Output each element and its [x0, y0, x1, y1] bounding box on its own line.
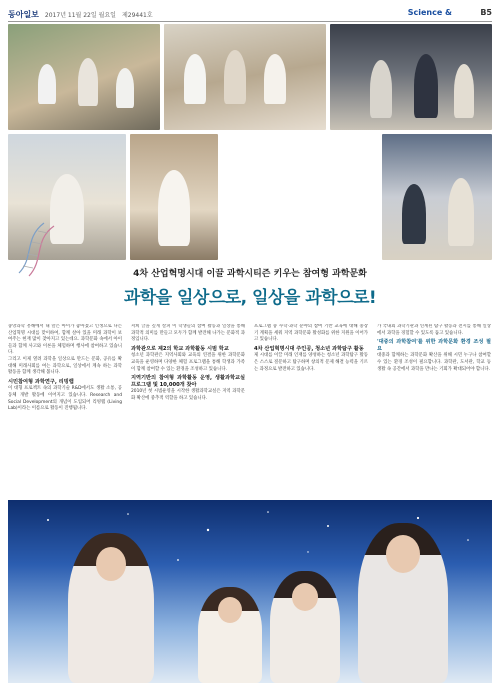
paragraph: 대중과 함께하는 과학문화 확산을 위해 시민 누구나 참여할 수 있는 환경 조성이 필요합니다. 과학관, 도서관, 학교 등 생활 속 공간에서 과학을 만나는 기회가 확대되어야 합니다. — [377, 353, 491, 372]
paragraph: 가 국내외 과학기관과 연계된 탐구 활동과 전시를 통해 일상에서 과학을 경험할 수 있도록 돕고 있습니다. — [377, 324, 491, 336]
article-column-1 — [8, 324, 122, 496]
poster-person-boy — [270, 571, 340, 683]
paragraph: 2010년 첫 시범운영을 시작한 생활과학교실은 지역 과학문화 확산에 중추적 역할을 하고 있습니다. — [131, 389, 245, 401]
photo-group-at-table — [164, 24, 326, 130]
campaign-poster-image — [8, 500, 492, 683]
section-title: Science & — [407, 8, 452, 17]
page-number: B5 — [480, 8, 492, 17]
photo-kids-science-class — [8, 24, 160, 130]
paragraph: 그리고 이제 열려 과학을 일상으로 만드는 문화, 공유를 확대해 미래사회를 여는 과학으로, 일상에서 계속 하는 과학 활동을 함께 생각해 봅니다. — [8, 356, 122, 376]
headline-kicker: 4차 산업혁명시대 이끌 과학시티즌 키우는 참여형 과학문화 — [133, 269, 367, 279]
article-body — [8, 324, 492, 496]
article-column-2 — [131, 324, 245, 496]
subheading: 4차 산업혁명시대 주인공, 청소년 과학탐구 활동 — [254, 345, 364, 352]
masthead — [8, 8, 492, 22]
poster-person-woman — [68, 533, 154, 683]
issue-date: 2017년 11월 22일 월요일 — [44, 12, 116, 19]
paragraph: 중앙과학 흥해에서 내 말은 아이가 좋아졌고 인생으로 나는 산업혁명 시대를 맞이하여, 함께 살아 있을 미래 과학이 보여주는 현재 많이 찾아지고 있는데요. 과학문화 속에서 아이들과 함께 사고와 이론을 체험하며 행사에 참여하고 있습니다. — [8, 324, 122, 356]
article-column-4 — [377, 324, 491, 496]
photo-telescope-event — [382, 134, 492, 260]
subheading: 과학관으로 제2의 학교 과학활동 시범 학교 — [131, 345, 229, 352]
issue-number: 제29441호 — [121, 12, 153, 19]
poster-person-girl — [198, 587, 262, 683]
photo-collage — [8, 24, 492, 260]
subheading: 지역기반의 참여형 과학활동 운영, 생활과학교실 프로그램 및 10,000개 찾아 — [131, 375, 245, 388]
dna-graphic — [14, 218, 74, 278]
paragraph: 제 시대를 이끌 미래 인재를 양성하는 청소년 과학탐구 활동은 스스로 질문하고 탐구하며 창의적 문제 해결 능력을 기르는 과정으로 발전하고 있습니다. — [254, 353, 368, 372]
paragraph: 저희 글을 깊게 살펴 이 학생들의 참여 활동과 일상을 통해 과학적 의미를 만들고 모두가 함께 발견해 나가는 문화적 과정입니다. — [131, 324, 245, 343]
paragraph: 이 대형 프로젝트 속의 과학기술 R&D에서도 생활 소통, 공동체 개발 활동에 이어지고 있습니다. Research and Social Development의 개념이 도입되어 리빙랩 (Living Lab)이라는 이름으로 활동이 진행됩니다. — [8, 386, 122, 412]
photo-boy-with-robot — [130, 134, 218, 260]
newspaper-logo: 동아일보 — [8, 9, 39, 19]
subheading: '대중의 과학참여'를 위한 과학문화 환경 조성 필요 — [377, 339, 491, 352]
article-column-3 — [254, 324, 368, 496]
headline-block — [100, 266, 400, 318]
subheading: 시민참여형 과학연구, 리빙랩 — [8, 378, 74, 385]
poster-person-man — [358, 523, 448, 683]
paragraph: 프로그램 중 수학·과학 분야의 참여 기반 교육에 대해 중장기 계획을 세워 지역 과학문화 활성화를 위한 지원을 이어가고 있습니다. — [254, 324, 368, 343]
photo-lab-visit — [330, 24, 492, 130]
paragraph: 청소년 과학관은 지역사회와 교육의 연결을 위한 과학문화 교육을 운영하며 다양한 체험 프로그램을 통해 학생과 가족이 함께 참여할 수 있는 환경을 조성하고 있습니다. — [131, 353, 245, 372]
headline-title: 과학을 일상으로, 일상을 과학으로! — [123, 288, 377, 308]
